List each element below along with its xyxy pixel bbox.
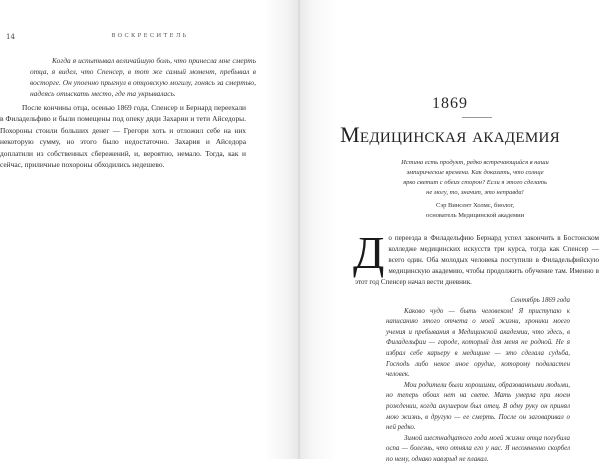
chapter-intro	[353, 227, 599, 288]
year-underline-divider	[462, 117, 492, 118]
intro-paragraph: о переезда в Филадельфию Бернард успел закончить в Бостонском колледже медицинских искусств три курса, тогда как Спенсер — всего один. Оба молодых человека поступили в Филадельфийскую медицинскую академию, чтобы продолжить обучение там. Именно в этот год Спенсер начал вести дневник.	[355, 234, 599, 286]
page-number: 14	[6, 33, 15, 41]
chapter-epigraph	[400, 158, 550, 221]
diary-paragraph: Зимой шестнадцатого года моей жизни отца погубила оспа — болезнь, что отняла его у нас. Я несомненно скорбел по нему, однако навзрыд не плакал.	[386, 434, 570, 463]
diary-paragraph: Каково чудо — быть человеком! Я приступаю к написанию этого отчета о моей жизни, хроники моего учения и пребывания в Медицинской академии, что здесь, в Филадельфии — городе, который для меня не родной. Не я избрал себе карьеру в медицине — это сделала судьба, Господь либо некое иное орудие, которому подвластен человек.	[386, 307, 570, 379]
diary-paragraph: Мои родители были хорошими, образованными людьми, но теперь обоих нет на свете. Мать умерла при моем рождении, когда акушером был отец. В одну руку он принял мою жизнь, в другую — ее смерть. После он заговаривал о ней редко.	[386, 381, 570, 432]
diary-entry	[386, 296, 570, 466]
epigraph-attribution-role: основатель Медицинской академии	[425, 212, 525, 219]
chapter-year: 1869	[432, 95, 468, 112]
left-body-text	[0, 102, 246, 170]
epigraph-quote: Истина есть продукт, редко встречающийся в наши эмпирические времена. Как доказать, что солнце ярко светит с обеих сторон? Если я этого сделать не могу, то, значит, это неправда!	[401, 159, 549, 196]
left-page	[0, 0, 300, 459]
running-head	[0, 33, 300, 45]
epigraph-attribution-name: Сэр Винсент Холмс, биолог,	[435, 202, 515, 209]
drop-cap: Д	[353, 227, 385, 278]
left-epigraph-text: Когда я испытывал величайшую боль, что принесла мне смерть отца, я видел, что Спенсер, в тот же самый момент, пребывал в восторге. Он упоенно прыгнул в отцовскую могилу, гонясь за смертью, надеясь отыскать место, где та укрывалась.	[30, 56, 256, 98]
left-paragraph: После кончины отца, осенью 1869 года, Спенсер и Бернард переехали в Филадельфию и были помещены под опеку дяди Захарии и тети Айседоры. Похороны стоили больших денег — Грегори хоть и отложил себе на них некоторую сумму, но этого было недостаточно. Захария и Айседора доплатили из собственных сбережений, и, вероятно, немало. Тогда, как и сейчас, приличные похороны обходились недешево.	[0, 103, 246, 170]
book-gutter	[298, 0, 300, 459]
chapter-title: Медицинская академия	[340, 122, 560, 147]
diary-date: Сентябрь 1869 года	[510, 297, 570, 304]
left-epigraph	[30, 55, 256, 99]
running-title: ВОСКРЕСИТЕЛЬ	[111, 33, 189, 39]
